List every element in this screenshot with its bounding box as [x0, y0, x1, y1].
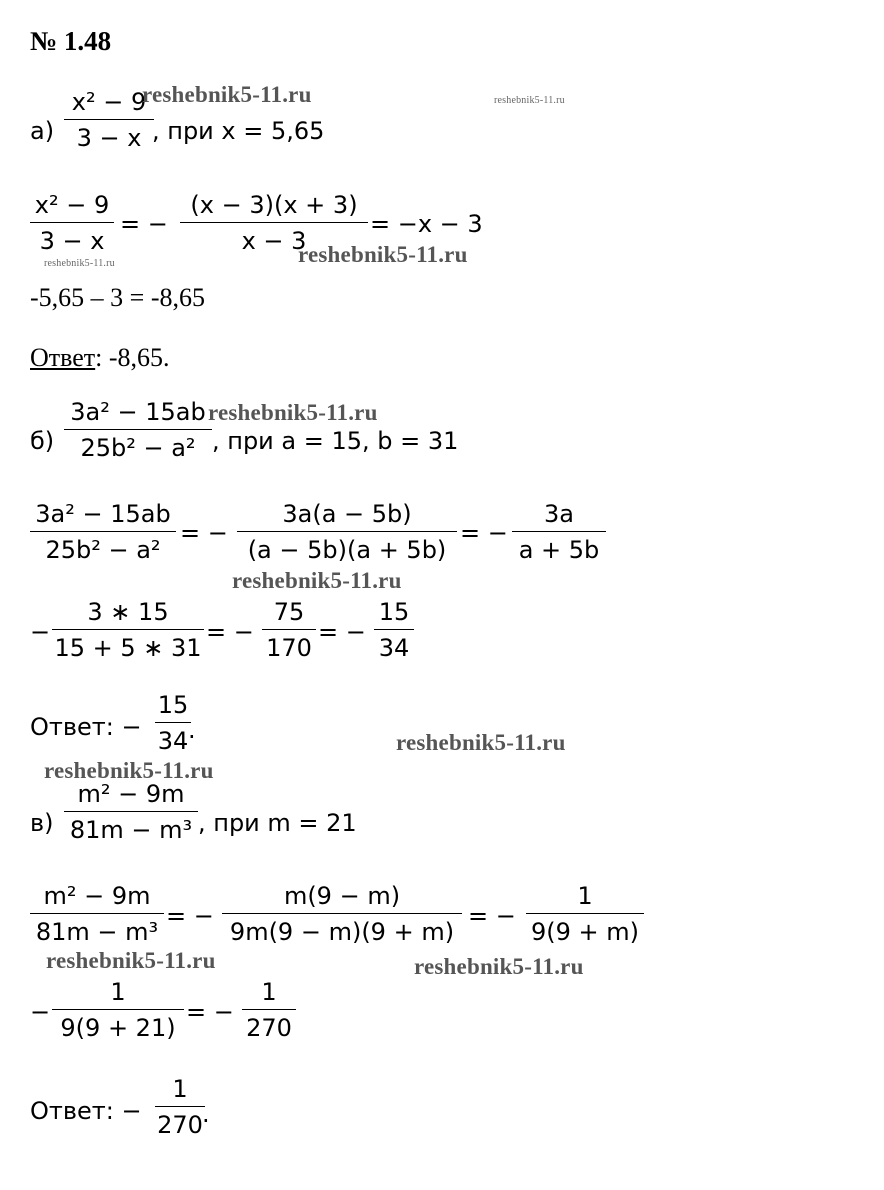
part-a-result: = −x − 3: [370, 210, 483, 238]
part-v-task-fraction: m² − 9m 81m − m³: [64, 779, 198, 845]
part-v-label: в): [30, 809, 54, 837]
part-v-step1-fraction: m² − 9m 81m − m³: [30, 881, 164, 947]
part-b-answer-prefix: Ответ: −: [30, 713, 142, 741]
part-v-step2-fraction: 1 9(9 + 21): [52, 977, 184, 1043]
watermark: reshebnik5-11.ru: [208, 400, 378, 425]
part-v-eq1: = −: [166, 902, 214, 930]
part-b-answer-fraction: 15 34: [155, 690, 191, 756]
part-b-minus: −: [30, 618, 51, 646]
watermark: reshebnik5-11.ru: [46, 948, 216, 973]
part-v-answer-prefix: Ответ: −: [30, 1097, 142, 1125]
part-b-eq1: = −: [180, 519, 228, 547]
part-b-eq3: = −: [206, 618, 254, 646]
part-a-answer: [30, 343, 170, 373]
part-b-step2b-fraction: 75 170: [262, 597, 316, 663]
part-b-eq4: = −: [318, 618, 366, 646]
watermark: reshebnik5-11.ru: [142, 82, 312, 107]
watermark: reshebnik5-11.ru: [396, 730, 566, 755]
part-a-answer-value: : -8,65.: [95, 343, 170, 372]
part-v-eq2: = −: [468, 902, 516, 930]
part-a-eq1: = −: [120, 210, 168, 238]
part-v-step2b-fraction: 1 270: [242, 977, 296, 1043]
watermark: reshebnik5-11.ru: [44, 258, 115, 269]
part-v-answer-dot: .: [202, 1100, 210, 1128]
watermark: reshebnik5-11.ru: [414, 954, 584, 979]
part-b-step2-fraction: 3 ∗ 15 15 + 5 ∗ 31: [52, 597, 204, 663]
part-a-step1b-fraction: (x − 3)(x + 3) x − 3: [180, 190, 368, 256]
part-a-task-numerator: x² − 9: [71, 88, 147, 116]
part-b-label: б): [30, 427, 55, 455]
part-a-task-fraction: [64, 87, 154, 153]
watermark: reshebnik5-11.ru: [298, 242, 468, 267]
part-b-answer-dot: .: [188, 716, 196, 744]
part-b-step1c-fraction: 3a a + 5b: [512, 499, 606, 565]
part-b-task-fraction: 3a² − 15ab 25b² − a²: [64, 397, 212, 463]
part-b-step2c-fraction: 15 34: [374, 597, 414, 663]
part-v-step1b-fraction: m(9 − m) 9m(9 − m)(9 + m): [222, 881, 462, 947]
part-v-eq3: = −: [186, 998, 234, 1026]
watermark: reshebnik5-11.ru: [232, 568, 402, 593]
answer-label: Ответ: [30, 343, 96, 372]
part-a-task-denominator: 3 − x: [76, 124, 142, 152]
part-v-minus: −: [30, 998, 51, 1026]
part-a-condition: , при x = 5,65: [152, 117, 325, 145]
part-v-step1c-fraction: 1 9(9 + m): [526, 881, 644, 947]
watermark: reshebnik5-11.ru: [44, 758, 214, 783]
part-b-eq2: = −: [460, 519, 508, 547]
part-a-calculation: -5,65 – 3 = -8,65: [30, 283, 205, 312]
part-b-step1-fraction: 3a² − 15ab 25b² − a²: [30, 499, 176, 565]
part-b-condition: , при a = 15, b = 31: [212, 427, 459, 455]
part-a-label: а): [30, 117, 55, 145]
part-b-step1b-fraction: 3a(a − 5b) (a − 5b)(a + 5b): [237, 499, 457, 565]
part-a-step1-fraction: x² − 9 3 − x: [30, 190, 114, 256]
part-v-answer-fraction: 1 270: [155, 1074, 205, 1140]
part-v-condition: , при m = 21: [198, 809, 357, 837]
watermark: reshebnik5-11.ru: [494, 95, 565, 106]
page-title: № 1.48: [30, 26, 112, 56]
